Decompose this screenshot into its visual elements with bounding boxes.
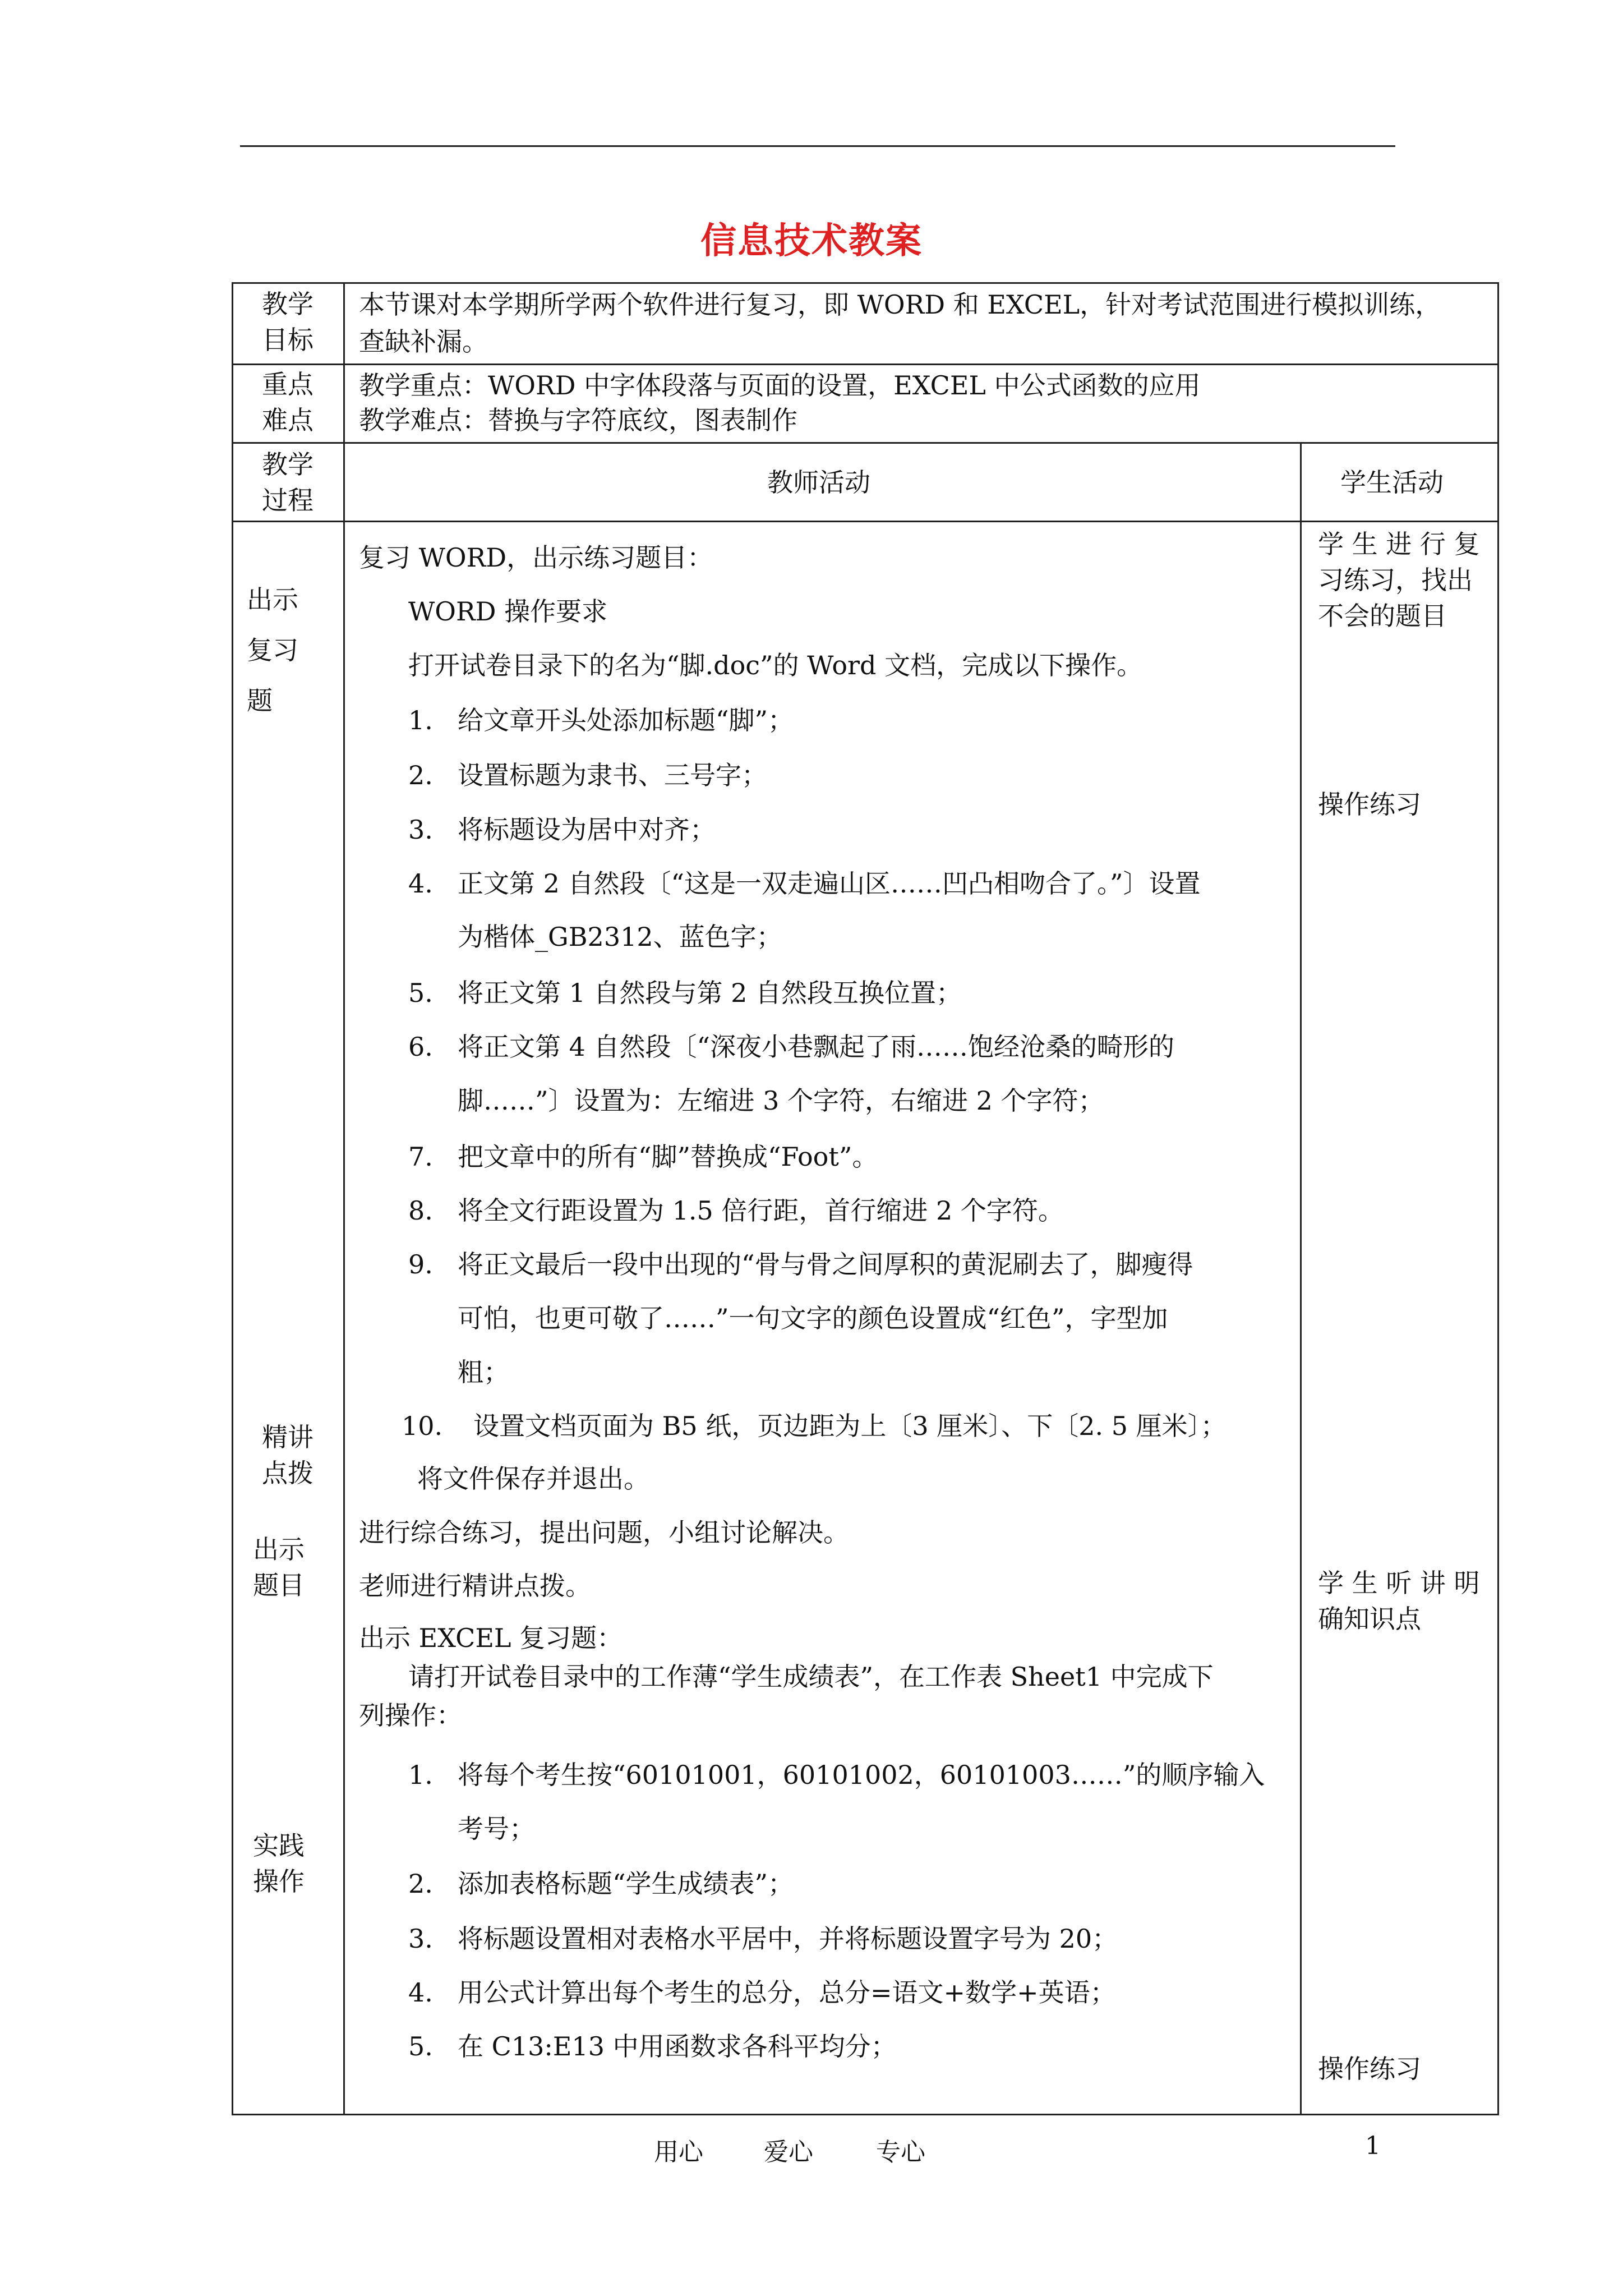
objective-text-line2: 查缺补漏。 bbox=[359, 326, 488, 357]
footer-word-2: 爱心 bbox=[764, 2138, 813, 2166]
excel-item-text-cont: 考号； bbox=[458, 1814, 535, 1844]
process-label: 教学 过程 bbox=[262, 449, 313, 516]
page-title: 信息技术教案 bbox=[700, 220, 923, 262]
word-item-text: 把文章中的所有“脚”替换成“Foot”。 bbox=[458, 1142, 878, 1172]
excel-item-number: 1. bbox=[408, 1760, 433, 1790]
word-item-text-cont: 脚……”〕设置为：左缩进 3 个字符，右缩进 2 个字符； bbox=[458, 1085, 1104, 1116]
objective-text-line1: 本节课对本学期所学两个软件进行复习，即 WORD 和 EXCEL，针对考试范围进行模拟训练， bbox=[359, 289, 1441, 320]
guidance-text: 老师进行精讲点拨。 bbox=[359, 1571, 591, 1601]
footer-word-1: 用心 bbox=[654, 2138, 703, 2166]
key-point-text: 教学重点：WORD 中字体段落与页面的设置，EXCEL 中公式函数的应用 bbox=[359, 370, 1201, 401]
page-number: 1 bbox=[1365, 2132, 1381, 2160]
excel-intro: 出示 EXCEL 复习题： bbox=[359, 1623, 623, 1653]
word-item-text-cont: 可怕，也更可敬了……”一句文字的颜色设置成“红色”，字型加 bbox=[458, 1303, 1168, 1333]
excel-item-number: 3. bbox=[408, 1924, 433, 1954]
teacher-activity-header: 教师活动 bbox=[767, 467, 870, 498]
header-rule bbox=[240, 145, 1395, 147]
show-question-label: 出示 题目 bbox=[253, 1534, 305, 1600]
col-divider bbox=[343, 282, 345, 2114]
review-intro: 复习 WORD，出示练习题目： bbox=[359, 542, 713, 573]
row-divider bbox=[232, 521, 1497, 522]
word-requirements: WORD 操作要求 bbox=[408, 596, 608, 627]
objective-label: 教学 目标 bbox=[262, 289, 313, 355]
excel-open-line2: 列操作： bbox=[359, 1700, 462, 1731]
excel-item-number: 2. bbox=[408, 1869, 433, 1899]
excel-open-line1: 请打开试卷目录中的工作薄“学生成绩表”，在工作表 Sheet1 中完成下 bbox=[408, 1662, 1214, 1692]
word-item-number: 9. bbox=[408, 1249, 433, 1280]
open-document-instruction: 打开试卷目录下的名为“脚.doc”的 Word 文档，完成以下操作。 bbox=[408, 650, 1143, 680]
word-item-text: 将正文第 1 自然段与第 2 自然段互换位置； bbox=[458, 978, 962, 1008]
col-divider bbox=[1300, 442, 1302, 2114]
word-item-number: 7. bbox=[408, 1142, 433, 1172]
discussion-text: 进行综合练习，提出问题，小组讨论解决。 bbox=[359, 1517, 849, 1548]
word-item-number: 2. bbox=[408, 760, 433, 790]
student-practice-2: 操作练习 bbox=[1318, 2054, 1421, 2084]
word-item-text: 设置文档页面为 B5 纸，页边距为上〔3 厘米〕、下〔2. 5 厘米〕； bbox=[473, 1411, 1227, 1441]
word-item-text-cont: 粗； bbox=[458, 1357, 509, 1387]
word-item-number: 3. bbox=[408, 815, 433, 845]
word-item-text: 将标题设为居中对齐； bbox=[458, 815, 716, 845]
word-item-text: 将正文最后一段中出现的“骨与骨之间厚积的黄泥刷去了，脚瘦得 bbox=[458, 1249, 1193, 1280]
save-instruction: 将文件保存并退出。 bbox=[417, 1464, 649, 1494]
word-item-text: 设置标题为隶书、三号字； bbox=[458, 760, 767, 790]
excel-item-text: 添加表格标题“学生成绩表”； bbox=[458, 1869, 794, 1899]
student-practice-1: 操作练习 bbox=[1318, 789, 1421, 820]
word-item-text-cont: 为楷体_GB2312、蓝色字； bbox=[458, 922, 782, 952]
excel-item-text: 在 C13:E13 中用函数求各科平均分； bbox=[458, 2031, 897, 2062]
word-item-text: 将正文第 4 自然段〔“深夜小巷飘起了雨……饱经沧桑的畸形的 bbox=[458, 1032, 1175, 1062]
word-item-number: 6. bbox=[408, 1032, 433, 1062]
excel-item-text: 将每个考生按“60101001，60101002，60101003……”的顺序输入 bbox=[458, 1760, 1265, 1790]
excel-item-text: 将标题设置相对表格水平居中，并将标题设置字号为 20； bbox=[458, 1924, 1118, 1954]
student-listen-text: 学 生 听 讲 明 确知识点 bbox=[1318, 1568, 1480, 1634]
word-item-text: 将全文行距设置为 1.5 倍行距，首行缩进 2 个字符。 bbox=[458, 1195, 1064, 1226]
student-review-text: 学 生 进 行 复 习练习，找出 不会的题目 bbox=[1318, 529, 1480, 631]
row-divider bbox=[232, 364, 1497, 365]
review-label: 出示 复习 题 bbox=[247, 585, 298, 716]
difficult-point-text: 教学难点：替换与字符底纹，图表制作 bbox=[359, 405, 797, 435]
student-activity-header: 学生活动 bbox=[1340, 467, 1444, 498]
word-item-text: 正文第 2 自然段〔“这是一双走遍山区……凹凸相吻合了。”〕设置 bbox=[458, 868, 1201, 899]
keypoints-label: 重点 难点 bbox=[262, 369, 313, 435]
excel-item-number: 4. bbox=[408, 1977, 433, 2008]
word-item-number: 5. bbox=[408, 978, 433, 1008]
word-item-number: 1. bbox=[408, 705, 433, 735]
excel-item-number: 5. bbox=[408, 2031, 433, 2062]
footer-word-3: 专心 bbox=[876, 2138, 925, 2166]
practice-label: 实践 操作 bbox=[253, 1830, 305, 1897]
row-divider bbox=[232, 442, 1497, 444]
excel-item-text: 用公式计算出每个考生的总分，总分=语文+数学+英语； bbox=[458, 1977, 1116, 2008]
word-item-number: 4. bbox=[408, 868, 433, 899]
word-item-text: 给文章开头处添加标题“脚”； bbox=[458, 705, 794, 735]
explain-label: 精讲 点拨 bbox=[262, 1422, 313, 1488]
word-item-number: 10. bbox=[402, 1411, 443, 1441]
word-item-number: 8. bbox=[408, 1195, 433, 1226]
